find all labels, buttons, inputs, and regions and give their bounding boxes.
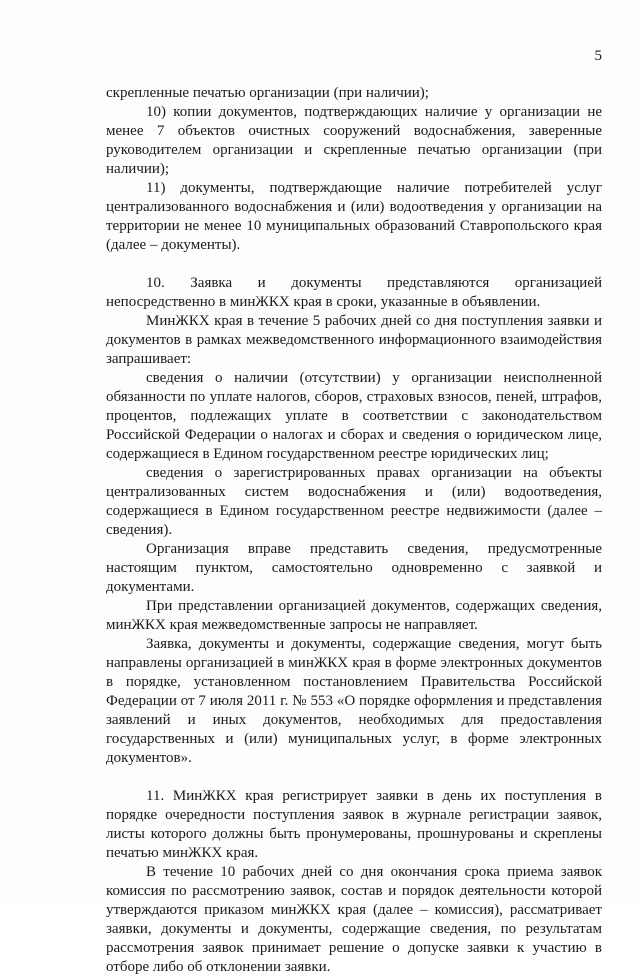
- paragraph: сведения о наличии (отсутствии) у организации неисполненной обязанности по уплате налогов, сборов, страховых взносов, пеней, штрафов, процентов, подлежащих уплате в соответствии с законодательством Российской Федерации о налогах и сборах и сведения о юридическом лице, содержащиеся в Едином государственном реестре юридических лиц;: [106, 370, 602, 462]
- paragraph: 11. МинЖКХ края регистрирует заявки в день их поступления в порядке очередности поступления заявок в журнале регистрации заявок, листы которого должны быть пронумерованы, прошнурованы и скреплены печатью минЖКХ края.: [106, 788, 602, 861]
- paragraph: МинЖКХ края в течение 5 рабочих дней со дня поступления заявки и документов в рамках межведомственного информационного взаимодействия запрашивает:: [106, 313, 602, 367]
- paragraph: Заявка, документы и документы, содержащие сведения, могут быть направлены организацией в минЖКХ края в форме электронных документов в порядке, установленном постановлением Правительства Российской Федерации от 7 июля 2011 г. № 553 «О порядке оформления и представления заявлений и иных документов, необходимых для предоставления государственных и (или) муниципальных услуг, в форме электронных документов».: [106, 636, 602, 766]
- paragraph: 11) документы, подтверждающие наличие потребителей услуг централизованного водоснабжения и (или) водоотведения у организации на территории не менее 10 муниципальных образований Ставропольского края (далее – документы).: [106, 180, 602, 253]
- paragraph: сведения о зарегистрированных правах организации на объекты централизованных систем водоснабжения и (или) водоотведения, содержащиеся в Едином государственном реестре недвижимости (далее – сведения).: [106, 465, 602, 538]
- paragraph: 10) копии документов, подтверждающих наличие у организации не менее 7 объектов очистных сооружений водоснабжения, заверенные руководителем организации и скрепленные печатью организации (при наличии);: [106, 104, 602, 177]
- paragraph: 10. Заявка и документы представляются организацией непосредственно в минЖКХ края в сроки, указанные в объявлении.: [106, 275, 602, 310]
- page-number: 5: [594, 48, 602, 64]
- paragraph: При представлении организацией документов, содержащих сведения, минЖКХ края межведомственные запросы не направляет.: [106, 598, 602, 633]
- paragraph: Организация вправе представить сведения, предусмотренные настоящим пунктом, самостоятельно одновременно с заявкой и документами.: [106, 541, 602, 595]
- document-body: [106, 84, 602, 977]
- paragraph: скрепленные печатью организации (при наличии);: [106, 85, 429, 101]
- paragraph: В течение 10 рабочих дней со дня окончания срока приема заявок комиссия по рассмотрению заявок, состав и порядок деятельности которой утверждаются приказом минЖКХ края (далее – комиссия), рассматривает заявки, документы и документы, содержащие сведения, по результатам рассмотрения заявок принимает решение о допуске заявки к участию в отборе либо об отклонении заявки.: [106, 864, 602, 975]
